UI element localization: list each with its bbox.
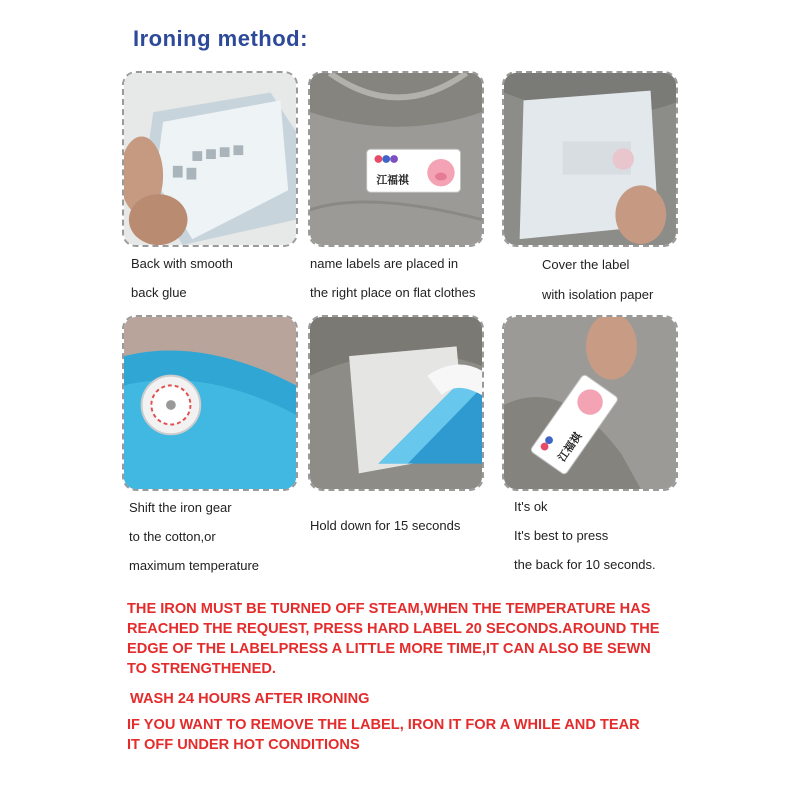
step-6-caption-line-2: It's best to press	[514, 528, 609, 543]
ironing-photo-icon	[310, 317, 482, 489]
isolation-paper-photo-icon	[504, 73, 676, 245]
label-backing-photo-icon	[124, 73, 296, 245]
step-5-caption-line-1: Hold down for 15 seconds	[310, 518, 461, 533]
step-2-caption-line-1: name labels are placed in	[310, 256, 459, 271]
step-1-photo	[122, 71, 298, 247]
step-6-photo	[502, 315, 678, 491]
step-3-caption-line-1: Cover the label	[542, 257, 630, 272]
warning-line: THE IRON MUST BE TURNED OFF STEAM,WHEN THE TEMPERATURE HAS	[127, 601, 651, 617]
step-4-caption-line-3: maximum temperature	[129, 558, 260, 573]
step-3-photo	[502, 71, 678, 247]
step-6-caption-line-3: the back for 10 seconds.	[514, 557, 656, 572]
iron-dial-photo-icon	[124, 317, 296, 489]
step-4-photo	[122, 315, 298, 491]
warning-line: TO STRENGTHENED.	[127, 661, 276, 677]
wash-warning: WASH 24 HOURS AFTER IRONING	[130, 691, 370, 707]
label-on-shirt-photo-icon	[310, 73, 482, 245]
step-3-caption-line-2: with isolation paper	[542, 287, 654, 302]
page-title: Ironing method:	[133, 26, 308, 51]
remove-warning	[127, 715, 687, 755]
warning-line: IF YOU WANT TO REMOVE THE LABEL, IRON IT FOR A WHILE AND TEAR	[127, 717, 640, 733]
label-text: 江福祺	[555, 430, 585, 464]
step-1-caption-line-1: Back with smooth	[131, 256, 233, 271]
step-4-caption-line-2: to the cotton,or	[129, 529, 216, 544]
step-1-caption-line-2: back glue	[131, 285, 187, 300]
step-2-caption-line-2: the right place on flat clothes	[310, 285, 476, 300]
warning-line: IT OFF UNDER HOT CONDITIONS	[127, 737, 360, 753]
step-4-caption-line-1: Shift the iron gear	[129, 500, 232, 515]
finished-label-photo-icon	[504, 317, 676, 489]
warning-main	[127, 599, 687, 679]
step-6-caption-line-1: It's ok	[514, 499, 548, 514]
step-2-photo	[308, 71, 484, 247]
warning-line: EDGE OF THE LABELPRESS A LITTLE MORE TIME,IT CAN ALSO BE SEWN	[127, 641, 651, 657]
step-5-photo	[308, 315, 484, 491]
label-text: 江福祺	[376, 173, 409, 187]
warning-line: REACHED THE REQUEST, PRESS HARD LABEL 20 SECONDS.AROUND THE	[127, 621, 660, 637]
